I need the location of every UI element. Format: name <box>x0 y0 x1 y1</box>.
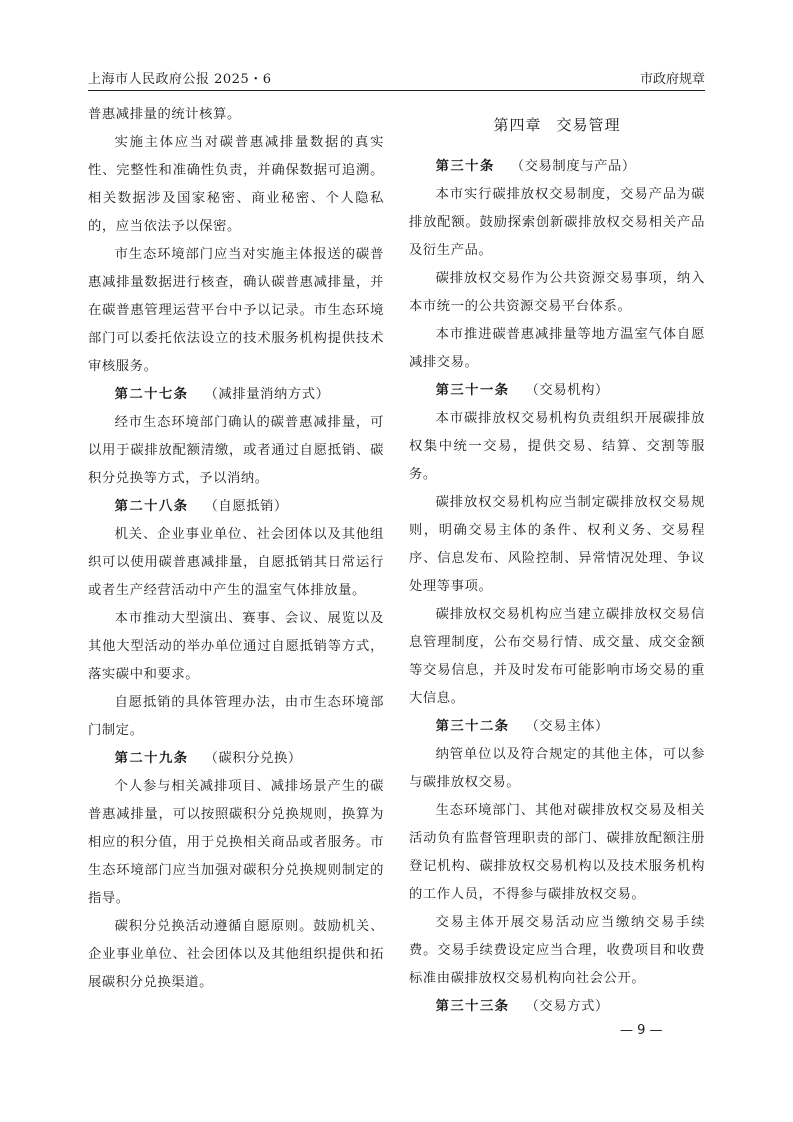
paragraph: 碳排放权交易机构应当建立碳排放权交易信息管理制度，公布交易行情、成交量、成交金额等交易信息，并及时发布可能影响市场交易的重大信息。 <box>409 607 705 706</box>
article-title: （交易主体） <box>525 719 609 734</box>
article-title: （交易方式） <box>525 999 609 1014</box>
paragraph: 纳管单位以及符合规定的其他主体，可以参与碳排放权交易。 <box>409 747 705 790</box>
article-title: （减排量消纳方式） <box>204 387 330 402</box>
paragraph: 市生态环境部门应当对实施主体报送的碳普惠减排量数据进行核查，确认碳普惠减排量，并在碳普惠管理运营平台中予以记录。市生态环境部门可以委托依法设立的技术服务机构提供技术审核服务。 <box>88 247 384 374</box>
paragraph: 本市碳排放权交易机构负责组织开展碳排放权集中统一交易，提供交易、结算、交割等服务。 <box>409 411 705 482</box>
right-column <box>409 101 705 1021</box>
article-number: 第二十九条 <box>114 751 189 766</box>
article-title: （交易制度与产品） <box>510 159 636 174</box>
chapter-title: 交易管理 <box>556 116 621 134</box>
chapter-heading <box>409 113 705 137</box>
paragraph: 机关、企业事业单位、社会团体以及其他组织可以使用碳普惠减排量，自愿抵销其日常运行或者生产经营活动中产生的温室气体排放量。 <box>88 527 384 598</box>
article-number: 第二十七条 <box>114 387 189 402</box>
article-heading-30 <box>409 153 705 181</box>
section-title: 市政府规章 <box>639 72 705 87</box>
article-heading-32 <box>409 713 705 741</box>
page-header <box>88 64 705 91</box>
paragraph: 交易主体开展交易活动应当缴纳交易手续费。交易手续费设定应当合理，收费项目和收费标准由碳排放权交易机构向社会公开。 <box>409 915 705 986</box>
paragraph: 经市生态环境部门确认的碳普惠减排量，可以用于碳排放配额清缴，或者通过自愿抵销、碳积分兑换等方式，予以消纳。 <box>88 415 384 486</box>
article-heading-33 <box>409 993 705 1021</box>
paragraph: 本市推进碳普惠减排量等地方温室气体自愿减排交易。 <box>409 327 705 370</box>
article-number: 第三十二条 <box>435 719 510 734</box>
article-number: 第三十三条 <box>435 999 510 1014</box>
page-number: — 9 — <box>620 1023 663 1038</box>
article-heading-29 <box>88 745 384 773</box>
article-heading-27 <box>88 381 384 409</box>
article-heading-28 <box>88 493 384 521</box>
left-column <box>88 101 384 997</box>
chapter-number: 第四章 <box>493 116 542 134</box>
paragraph: 实施主体应当对碳普惠减排量数据的真实性、完整性和准确性负责，并确保数据可追溯。相关数据涉及国家秘密、商业秘密、个人隐私的，应当依法予以保密。 <box>88 135 384 234</box>
article-title: （自愿抵销） <box>204 499 288 514</box>
paragraph: 个人参与相关减排项目、减排场景产生的碳普惠减排量，可以按照碳积分兑换规则，换算为相应的积分值，用于兑换相关商品或者服务。市生态环境部门应当加强对碳积分兑换规则制定的指导。 <box>88 779 384 906</box>
article-title: （交易机构） <box>525 383 609 398</box>
paragraph: 碳排放权交易机构应当制定碳排放权交易规则，明确交易主体的条件、权利义务、交易程序、信息发布、风险控制、异常情况处理、争议处理等事项。 <box>409 495 705 594</box>
paragraph: 碳排放权交易作为公共资源交易事项，纳入本市统一的公共资源交易平台体系。 <box>409 271 705 314</box>
paragraph: 碳积分兑换活动遵循自愿原则。鼓励机关、企业事业单位、社会团体以及其他组织提供和拓展碳积分兑换渠道。 <box>88 919 384 990</box>
paragraph: 自愿抵销的具体管理办法，由市生态环境部门制定。 <box>88 695 384 738</box>
article-title: （碳积分兑换） <box>204 751 302 766</box>
article-heading-31 <box>409 377 705 405</box>
paragraph: 普惠减排量的统计核算。 <box>88 107 241 122</box>
paragraph: 本市推动大型演出、赛事、会议、展览以及其他大型活动的举办单位通过自愿抵销等方式，落实碳中和要求。 <box>88 611 384 682</box>
journal-title: 上海市人民政府公报 2025・6 <box>88 72 272 87</box>
paragraph: 生态环境部门、其他对碳排放权交易及相关活动负有监督管理职责的部门、碳排放配额注册登记机构、碳排放权交易机构以及技术服务机构的工作人员，不得参与碳排放权交易。 <box>409 803 705 902</box>
article-number: 第三十一条 <box>435 383 510 398</box>
article-number: 第三十条 <box>435 159 495 174</box>
paragraph: 本市实行碳排放权交易制度，交易产品为碳排放配额。鼓励探索创新碳排放权交易相关产品及衍生产品。 <box>409 187 705 258</box>
article-number: 第二十八条 <box>114 499 189 514</box>
